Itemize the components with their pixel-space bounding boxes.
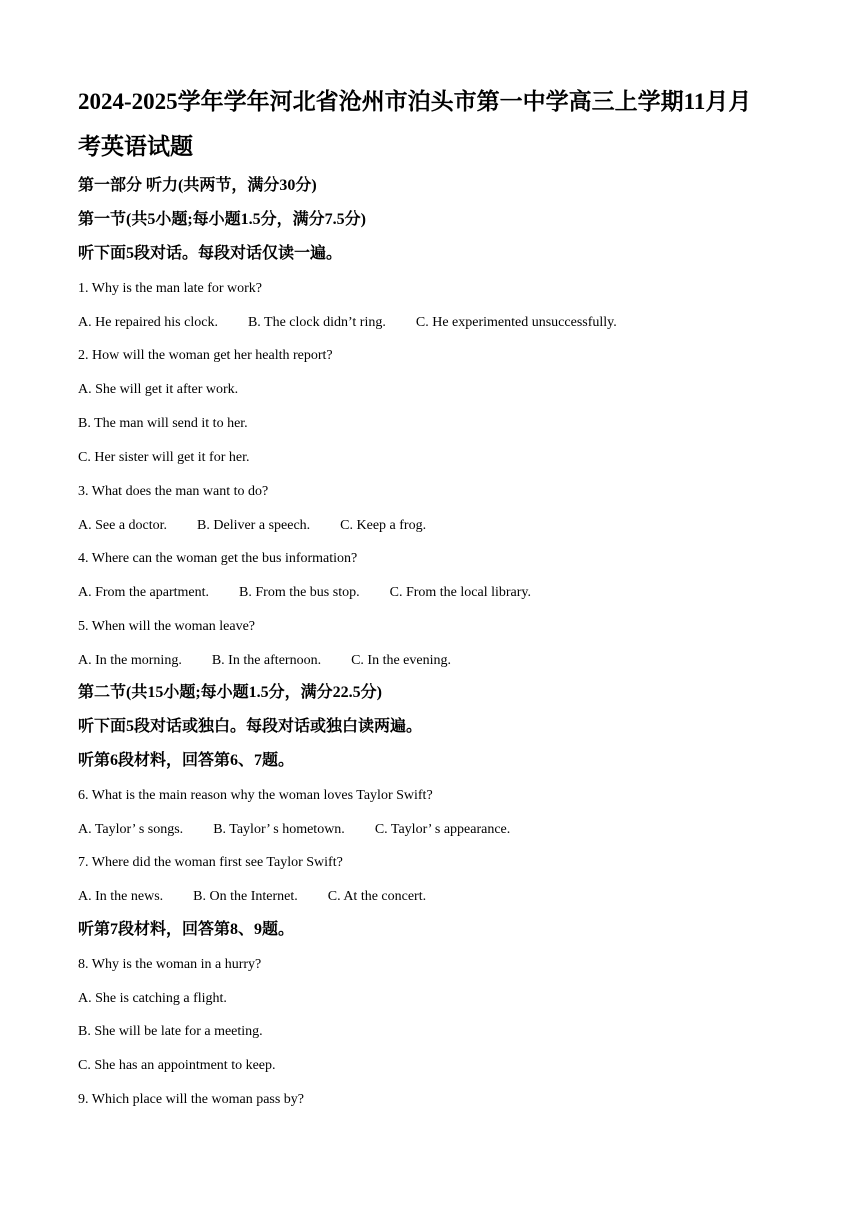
part-heading: 第一部分 听力(共两节，满分30分): [78, 177, 317, 194]
document-title-line2: 考英语试题: [78, 134, 193, 159]
option-c: C. Taylor’ s appearance.: [374, 822, 511, 837]
question-5: 5. When will the woman leave?: [78, 619, 256, 634]
question-1-options: [78, 314, 617, 332]
option-a: A. Taylor’ s songs.: [78, 822, 184, 837]
option-b: B. In the afternoon.: [211, 653, 322, 668]
question-7-options: [78, 888, 426, 906]
option-c: C. From the local library.: [389, 585, 532, 600]
option-b: B. The clock didn’t ring.: [247, 315, 386, 330]
question-9: 9. Which place will the woman pass by?: [78, 1092, 305, 1107]
option-b: B. Taylor’ s hometown.: [213, 822, 345, 837]
question-6: 6. What is the main reason why the woman loves Taylor Swift?: [78, 788, 433, 803]
option-b: B. On the Internet.: [193, 889, 298, 904]
section-instructions-2: 听下面5段对话或独白。每段对话或独白读两遍。: [78, 718, 423, 735]
option-c: C. Her sister will get it for her.: [78, 450, 250, 465]
option-a: A. She will get it after work.: [78, 382, 239, 397]
option-c: C. In the evening.: [351, 653, 451, 668]
option-a: A. In the news.: [78, 889, 164, 904]
section-heading-1: 第一节(共5小题;每小题1.5分，满分7.5分): [78, 211, 366, 228]
option-a: A. In the morning.: [78, 653, 182, 668]
question-4-options: [78, 584, 531, 602]
section-heading-2: 第二节(共15小题;每小题1.5分，满分22.5分): [78, 684, 382, 701]
question-4: 4. Where can the woman get the bus information?: [78, 551, 358, 566]
option-b: B. She will be late for a meeting.: [78, 1024, 263, 1039]
option-c: C. She has an appointment to keep.: [78, 1058, 276, 1073]
material-heading-6: 听第6段材料，回答第6、7题。: [78, 752, 295, 769]
question-6-options: [78, 821, 510, 839]
question-8: 8. Why is the woman in a hurry?: [78, 957, 262, 972]
option-b: B. From the bus stop.: [239, 585, 360, 600]
option-a: A. See a doctor.: [78, 518, 168, 533]
question-3-options: [78, 517, 426, 535]
question-5-options: [78, 652, 451, 670]
option-a: A. He repaired his clock.: [78, 315, 218, 330]
question-2: 2. How will the woman get her health report?: [78, 348, 333, 363]
option-c: C. Keep a frog.: [340, 518, 427, 533]
question-1: 1. Why is the man late for work?: [78, 281, 263, 296]
option-c: C. At the concert.: [327, 889, 427, 904]
option-c: C. He experimented unsuccessfully.: [415, 315, 617, 330]
option-b: B. Deliver a speech.: [197, 518, 311, 533]
question-3: 3. What does the man want to do?: [78, 484, 269, 499]
material-heading-7: 听第7段材料，回答第8、9题。: [78, 921, 295, 938]
section-instructions-1: 听下面5段对话。每段对话仅读一遍。: [78, 245, 343, 262]
question-7: 7. Where did the woman first see Taylor Swift?: [78, 855, 343, 870]
document-title-line1: 2024-2025学年学年河北省沧州市泊头市第一中学高三上学期11月月: [78, 89, 752, 114]
option-a: A. She is catching a flight.: [78, 991, 227, 1006]
option-b: B. The man will send it to her.: [78, 416, 248, 431]
option-a: A. From the apartment.: [78, 585, 210, 600]
